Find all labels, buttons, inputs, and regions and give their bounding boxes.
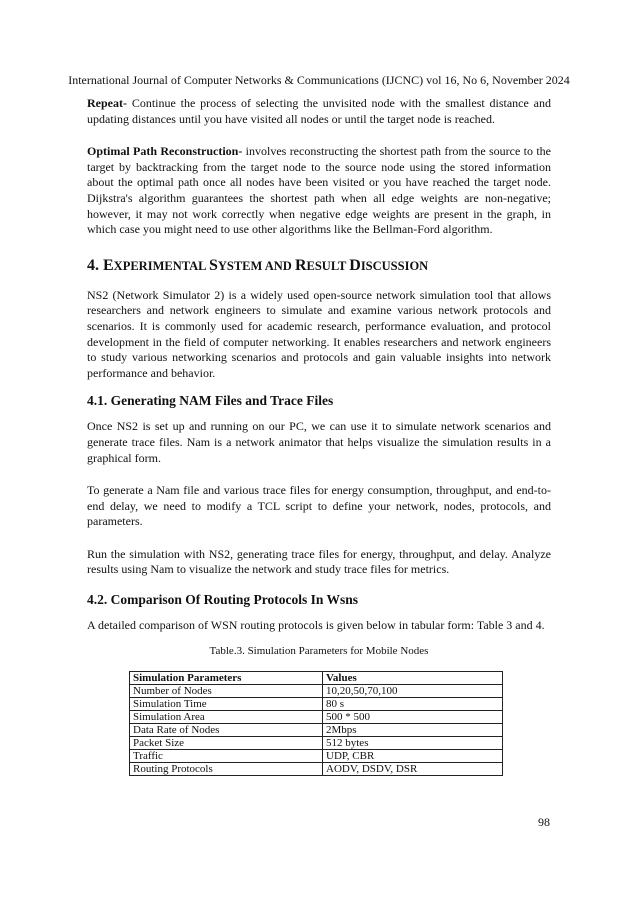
section-4-heading: 4. EXPERIMENTAL SYSTEM AND RESULT DISCUSSION: [87, 256, 429, 274]
table-caption: Table.3. Simulation Parameters for Mobile Nodes: [209, 644, 429, 657]
table-header-cell: Values: [323, 672, 503, 685]
table-cell: 80 s: [323, 698, 503, 711]
table-cell: UDP, CBR: [323, 750, 503, 763]
table-cell: Traffic: [130, 750, 323, 763]
section-4-1-paragraph-3: Run the simulation with NS2, generating trace files for energy, throughput, and delay. Analyze results using Nam to visualize the network and study trace files for metrics.: [87, 546, 551, 577]
table-row: [130, 685, 503, 698]
section-4-1-paragraph-2: To generate a Nam file and various trace files for energy consumption, throughput, and end-to-end delay, we need to modify a TCL script to define your network, nodes, protocols, and parameters.: [87, 483, 551, 529]
page-number: 98: [538, 815, 550, 829]
table-cell: Simulation Time: [130, 698, 323, 711]
section-4-2-paragraph: A detailed comparison of WSN routing protocols is given below in tabular form: Table 3 and 4.: [87, 618, 545, 633]
table-cell: 2Mbps: [323, 724, 503, 737]
table-cell: Simulation Area: [130, 711, 323, 724]
table-row: [130, 750, 503, 763]
section-4-2-heading: 4.2. Comparison Of Routing Protocols In Wsns: [87, 592, 359, 608]
table-row: [130, 698, 503, 711]
table-cell: Packet Size: [130, 737, 323, 750]
repeat-paragraph: [87, 96, 551, 127]
section-4-1-paragraph-1: Once NS2 is set up and running on our PC, we can use it to simulate network scenarios and generate trace files. Nam is a network animator that helps visualize the simulation results in a graphical form.: [87, 419, 551, 465]
running-header: International Journal of Computer Networks & Communications (IJCNC) vol 16, No 6, November 2024: [68, 73, 570, 87]
table-cell: 10,20,50,70,100: [323, 685, 503, 698]
main-content: [87, 96, 551, 776]
section-4-1-heading: 4.1. Generating NAM Files and Trace Files: [87, 393, 334, 409]
table-row: [130, 737, 503, 750]
section-4-paragraph: NS2 (Network Simulator 2) is a widely used open-source network simulation tool that allows researchers and network engineers to simulate and examine various network protocols and scenarios. It is commonly used for academic research, performance evaluation, and protocol development in the field of computer networking. It enables researchers and network engineers to study various networking scenarios and protocols and gain valuable insights into network performance and behavior.: [87, 287, 551, 380]
table-cell: Routing Protocols: [130, 763, 323, 776]
repeat-text: Continue the process of selecting the unvisited node with the smallest distance and updating distances until you have visited all nodes or until the target node is reached.: [87, 96, 551, 126]
table-row: [130, 724, 503, 737]
optimal-label: Optimal Path Reconstruction-: [87, 144, 243, 159]
table-cell: Number of Nodes: [130, 685, 323, 698]
table-header-row: [130, 672, 503, 685]
table-cell: 512 bytes: [323, 737, 503, 750]
table-row: [130, 763, 503, 776]
simulation-parameters-table: [129, 671, 503, 776]
repeat-label: Repeat-: [87, 96, 127, 110]
table-header-cell: Simulation Parameters: [130, 672, 323, 685]
table-cell: 500 * 500: [323, 711, 503, 724]
table-cell: Data Rate of Nodes: [130, 724, 323, 737]
table-row: [130, 711, 503, 724]
optimal-text: involves reconstructing the shortest path from the source to the target by backtracking from the target node to the source node using the stored information about the optimal path once all nodes have been visited or you have reached the target node. Dijkstra's algorithm guarantees the shortest path when all edge weights are non-negative; however, it may not work correctly when negative edge weights are present in the graph, in which case you might need to use other algorithms like the Bellman-Ford algorithm.: [87, 144, 551, 237]
table-cell: AODV, DSDV, DSR: [323, 763, 503, 776]
optimal-paragraph: [87, 144, 551, 238]
